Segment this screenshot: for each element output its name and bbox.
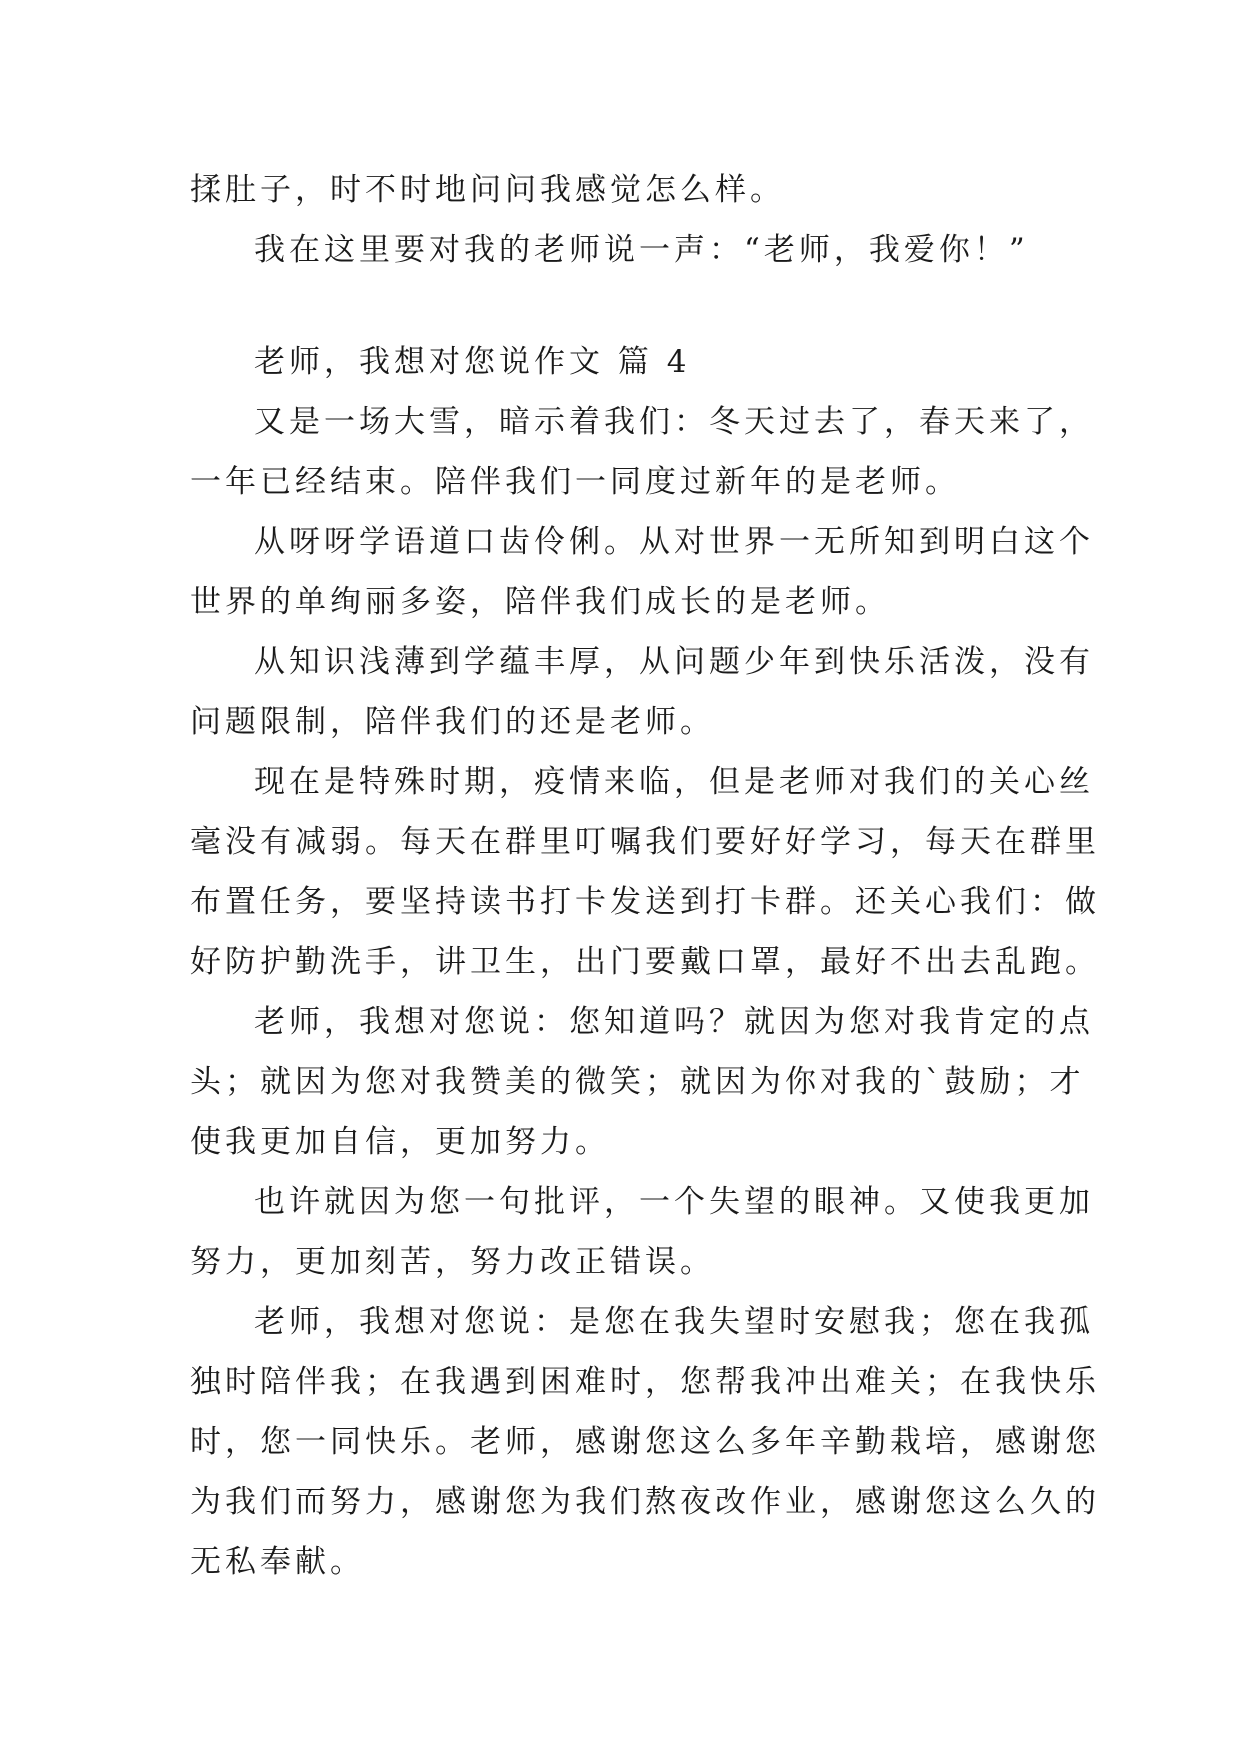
section-heading: 老师，我想对您说作文 篇 4 xyxy=(254,344,691,380)
document-body xyxy=(190,160,1100,1592)
paragraph-line: 现在是特殊时期，疫情来临，但是老师对我们的关心丝 xyxy=(254,764,1094,800)
paragraph-line: 从知识浅薄到学蕴丰厚，从问题少年到快乐活泼，没有 xyxy=(254,644,1094,680)
paragraph-line: 老师，我想对您说：您知道吗？就因为您对我肯定的点 xyxy=(254,1004,1094,1040)
paragraph-line: 努力，更加刻苦，努力改正错误。 xyxy=(190,1244,715,1280)
paragraph-line: 老师，我想对您说：是您在我失望时安慰我；您在我孤 xyxy=(254,1304,1094,1340)
paragraph-line: 问题限制，陪伴我们的还是老师。 xyxy=(190,704,715,740)
paragraph-line: 时，您一同快乐。老师，感谢您这么多年辛勤栽培，感谢您 xyxy=(190,1424,1100,1460)
paragraph-line: 无私奉献。 xyxy=(190,1544,365,1580)
paragraph-line: 又是一场大雪，暗示着我们：冬天过去了，春天来了， xyxy=(254,404,1094,440)
paragraph-line: 也许就因为您一句批评，一个失望的眼神。又使我更加 xyxy=(254,1184,1094,1220)
paragraph-line: 为我们而努力，感谢您为我们熬夜改作业，感谢您这么久的 xyxy=(190,1484,1100,1520)
paragraph-line: 从呀呀学语道口齿伶俐。从对世界一无所知到明白这个 xyxy=(254,524,1094,560)
paragraph-line: 我在这里要对我的老师说一声：“老师，我爱你！” xyxy=(254,232,1029,268)
section-spacer xyxy=(190,280,1070,332)
paragraph-line: 好防护勤洗手，讲卫生，出门要戴口罩，最好不出去乱跑。 xyxy=(190,944,1100,980)
paragraph-line: 揉肚子，时不时地问问我感觉怎么样。 xyxy=(190,172,785,208)
paragraph-line: 头；就因为您对我赞美的微笑；就因为你对我的`鼓励；才 xyxy=(190,1064,1085,1100)
paragraph-line: 世界的单绚丽多姿，陪伴我们成长的是老师。 xyxy=(190,584,890,620)
paragraph-line: 使我更加自信，更加努力。 xyxy=(190,1124,610,1160)
paragraph-line: 布置任务，要坚持读书打卡发送到打卡群。还关心我们：做 xyxy=(190,884,1100,920)
paragraph-line: 独时陪伴我；在我遇到困难时，您帮我冲出难关；在我快乐 xyxy=(190,1364,1100,1400)
paragraph-line: 一年已经结束。陪伴我们一同度过新年的是老师。 xyxy=(190,464,960,500)
paragraph-line: 毫没有减弱。每天在群里叮嘱我们要好好学习，每天在群里 xyxy=(190,824,1100,860)
